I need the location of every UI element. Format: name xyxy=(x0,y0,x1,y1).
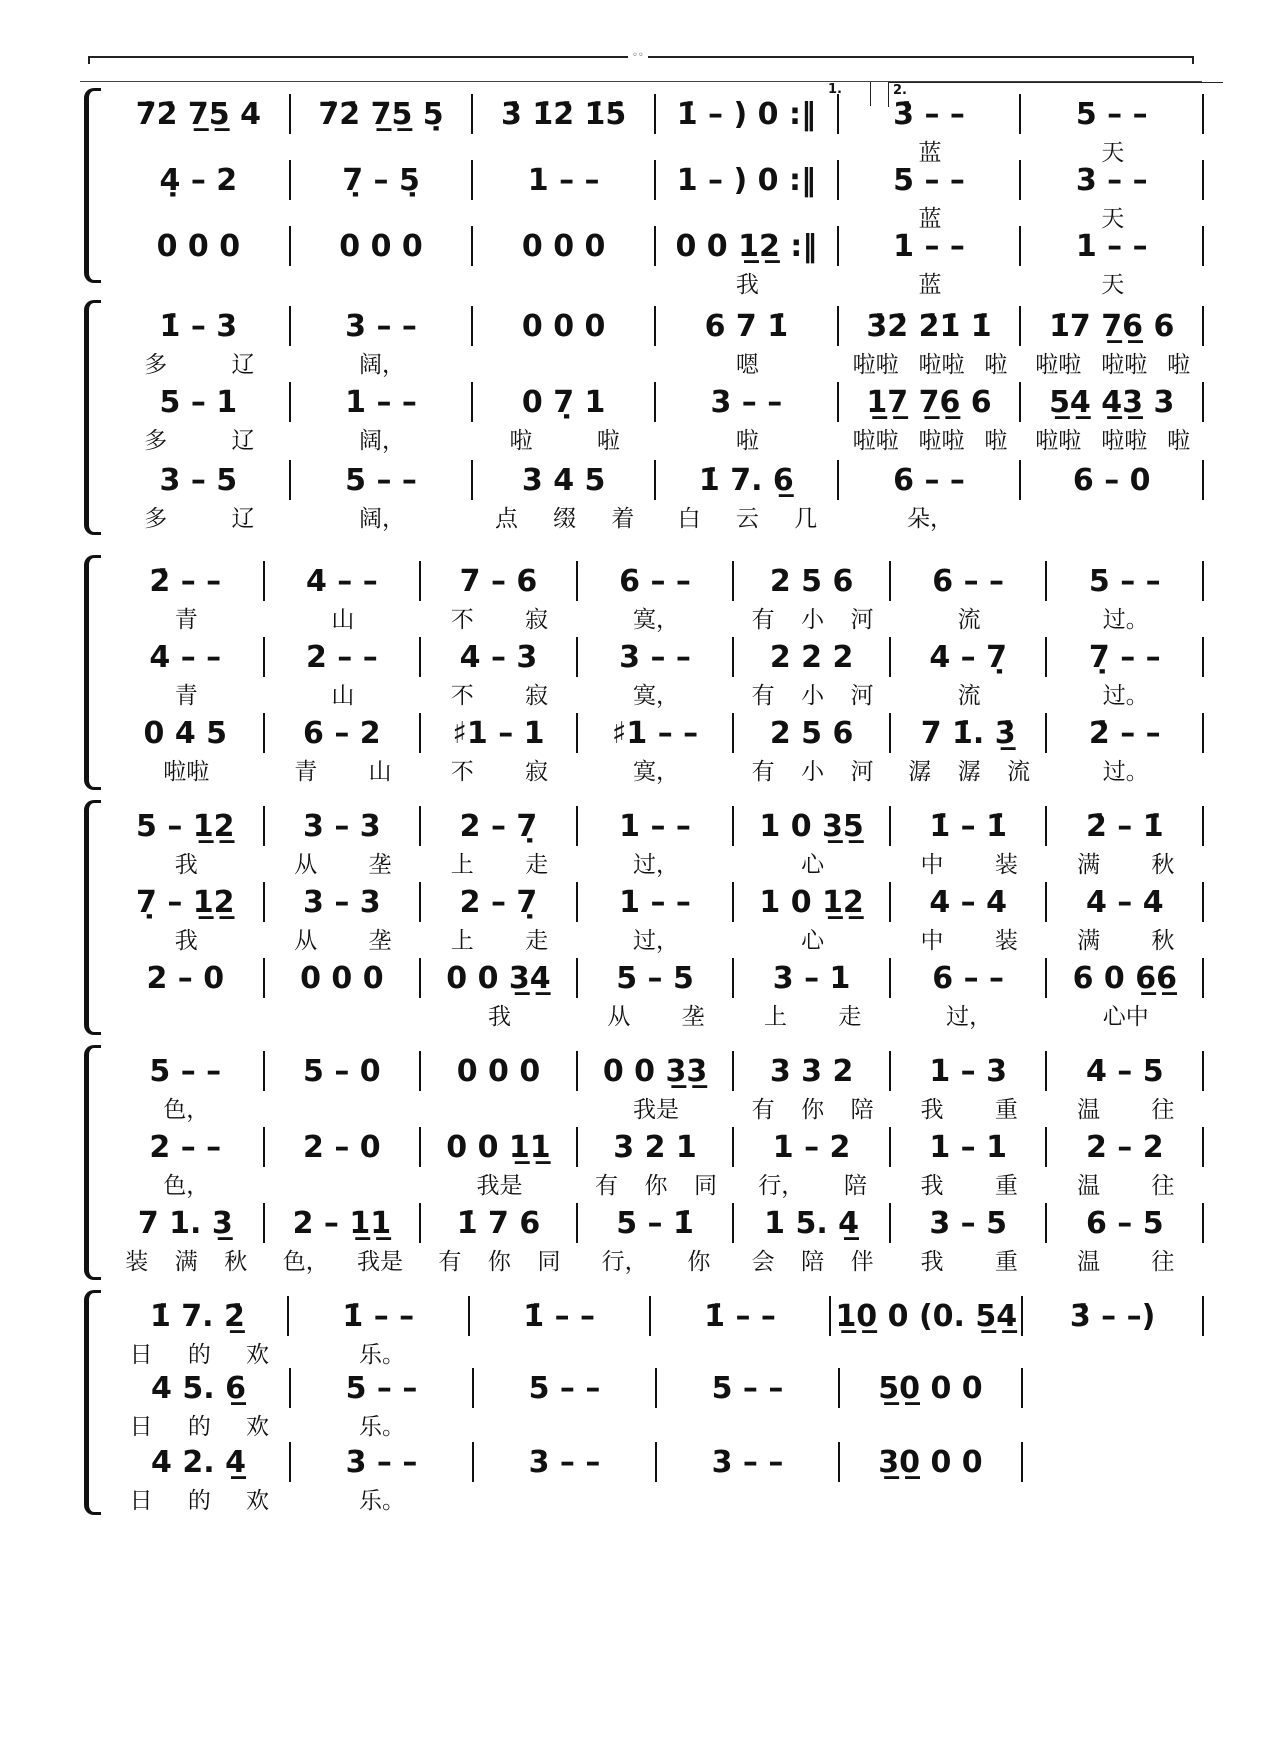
measure: 0 0 0 xyxy=(421,1051,578,1091)
lyric: 满 秋 xyxy=(1077,852,1175,878)
lyric: 我是 xyxy=(476,1173,523,1199)
volta-first: 1. xyxy=(828,82,871,106)
lyric: 从 垄 xyxy=(607,1004,705,1030)
lyric xyxy=(421,1091,578,1119)
lyric: 上 走 xyxy=(450,852,549,878)
header-mark: ◦◦ xyxy=(628,50,648,61)
measure: 1 – – xyxy=(473,160,656,200)
lyric xyxy=(291,134,474,162)
measure: 7̣ – 5̣ xyxy=(291,160,474,200)
measure: 3 – 5 xyxy=(108,460,291,500)
lyric: 乐。 xyxy=(359,1488,405,1514)
lyric: 有 小 河 xyxy=(751,759,874,785)
lyric: 啦啦 啦啦 啦 xyxy=(1035,352,1191,378)
lyric: 过。 xyxy=(1102,683,1149,709)
measure: 5 – – xyxy=(1021,94,1204,134)
lyric: 心 xyxy=(801,928,825,954)
measure: 4 – – xyxy=(108,637,265,677)
lyric xyxy=(108,266,291,294)
lyric xyxy=(108,200,291,228)
measure: 2 – 2 xyxy=(1047,1127,1204,1167)
lyric: 阔， xyxy=(359,428,405,454)
system-brace xyxy=(84,555,101,790)
measure: 1̲0̲ 0 (0. 5̲4̲ xyxy=(831,1296,1023,1336)
measure xyxy=(1023,1368,1204,1408)
lyric-row xyxy=(108,677,1204,709)
measure: 7̇2̇ 7̲5̲ 5̣ xyxy=(291,94,474,134)
score-system xyxy=(84,1290,1204,1515)
measure: 7 1. 3̲ xyxy=(108,1203,265,1243)
measure: 4̣ – 2 xyxy=(108,160,291,200)
measure: 1 – 1 xyxy=(891,1127,1048,1167)
measure: 5 – 1̇ xyxy=(578,1203,735,1243)
measure: 5̲0̲ 0 0 xyxy=(840,1368,1023,1408)
measure: 1̇ – 1̇ xyxy=(891,806,1048,846)
lyric: 行， 你 xyxy=(601,1249,711,1275)
measure: 6 – – xyxy=(891,958,1048,998)
measure: 0 0 3̲3̲ xyxy=(578,1051,735,1091)
lyric: 青 山 xyxy=(294,759,392,785)
measure: 3 – – xyxy=(474,1442,657,1482)
measure: 0 0 1̲2̲ :‖ xyxy=(656,226,839,266)
lyric: 温 往 xyxy=(1077,1249,1175,1275)
lyric: 寞， xyxy=(633,607,680,633)
system-brace xyxy=(84,1045,101,1280)
measure: 2 – 7̣ xyxy=(421,882,578,922)
lyric xyxy=(1021,1482,1204,1510)
measure: 0 0 1̲1̲ xyxy=(421,1127,578,1167)
voice-row xyxy=(108,1127,1204,1167)
measure: 1 0 3̲5̲ xyxy=(734,806,891,846)
rule-cap-right xyxy=(1192,56,1194,64)
measure: 3 4 5 xyxy=(473,460,656,500)
system-brace xyxy=(84,800,101,1035)
measure: 7 1̇. 3̲̇ xyxy=(891,713,1048,753)
lyric: 我 xyxy=(174,928,198,954)
measure: 3 – – xyxy=(657,1442,840,1482)
voice-row xyxy=(108,1051,1204,1091)
lyric: 上 走 xyxy=(763,1004,862,1030)
lyric: 会 陪 伴 xyxy=(751,1249,874,1275)
measure: ♯1 – 1 xyxy=(421,713,578,753)
measure: 1̇ 7 6 xyxy=(421,1203,578,1243)
measure: 7̣ – 1̲2̲ xyxy=(108,882,265,922)
voice-row xyxy=(108,637,1204,677)
measure: 1 0 1̲2̲ xyxy=(734,882,891,922)
lyric: 有 小 河 xyxy=(751,607,874,633)
measure: 2 – – xyxy=(265,637,422,677)
lyric: 多 辽 xyxy=(144,352,255,378)
lyric: 我是 xyxy=(633,1097,680,1123)
lyric-row xyxy=(108,1336,1204,1368)
measure: 0 0 0 xyxy=(265,958,422,998)
lyric: 山 xyxy=(331,683,355,709)
lyric: 过。 xyxy=(1102,759,1149,785)
score-top-rule xyxy=(88,50,1194,64)
lyric xyxy=(473,1408,656,1436)
measure: 2̇ – – xyxy=(108,561,265,601)
measure: 4 – 4 xyxy=(1047,882,1204,922)
lyric: 点 缀 着 xyxy=(494,506,635,532)
measure: 3̇ – – xyxy=(839,94,1022,134)
measure: 2 5 6 xyxy=(734,561,891,601)
lyric: 啦 啦 xyxy=(509,428,620,454)
system-brace xyxy=(84,1290,101,1515)
measure: 1 – – xyxy=(578,882,735,922)
lyric: 我 xyxy=(735,272,759,298)
measure: 3 3 2 xyxy=(734,1051,891,1091)
lyric: 从 垄 xyxy=(294,852,392,878)
lyric: 心 xyxy=(801,852,825,878)
lyric xyxy=(265,1167,422,1195)
measure: 1 – – xyxy=(578,806,735,846)
measure: 3 – 1 xyxy=(734,958,891,998)
lyric-row xyxy=(108,346,1204,378)
measure: 3 – – xyxy=(656,382,839,422)
measure: 5 – 5 xyxy=(578,958,735,998)
lyric: 有 小 河 xyxy=(751,683,874,709)
lyric xyxy=(1021,1408,1204,1436)
measure: 5 – 1̲2̲ xyxy=(108,806,265,846)
measure: 1̇ – – xyxy=(470,1296,651,1336)
measure: 0 0 0 xyxy=(108,226,291,266)
lyric xyxy=(1021,500,1204,528)
lyric: 色， xyxy=(163,1173,210,1199)
lyric xyxy=(473,1336,656,1364)
voice-row xyxy=(108,94,1204,134)
measure: 2 – – xyxy=(108,1127,265,1167)
lyric: 啦 xyxy=(735,428,759,454)
lyric: 天 xyxy=(1101,140,1125,166)
lyric: 乐。 xyxy=(359,1342,405,1368)
measure: 3 – 3 xyxy=(265,882,422,922)
lyric: 上 走 xyxy=(450,928,549,954)
measure: 3 – – xyxy=(1021,160,1204,200)
voice-row xyxy=(108,806,1204,846)
measure: 3̇ 1̇2̇ 1̇5̇ xyxy=(473,94,656,134)
measure: 7 – 6 xyxy=(421,561,578,601)
lyric-row xyxy=(108,200,1204,232)
measure: 6 7 1̇ xyxy=(656,306,839,346)
lyric: 我 重 xyxy=(920,1173,1018,1199)
measure: 2 – 0 xyxy=(108,958,265,998)
lyric xyxy=(108,134,291,162)
lyric: 蓝 xyxy=(918,272,942,298)
measure: ♯1 – – xyxy=(578,713,735,753)
lyric: 蓝 xyxy=(918,206,942,232)
lyric: 不 寂 xyxy=(450,607,549,633)
lyric: 多 辽 xyxy=(144,428,255,454)
lyric: 青 xyxy=(174,607,198,633)
lyric-row xyxy=(108,1243,1204,1275)
lyric: 天 xyxy=(1101,272,1125,298)
measure: 4 2. 4̲ xyxy=(108,1442,291,1482)
lyric-row xyxy=(108,601,1204,633)
measure: 1 5. 4̲ xyxy=(734,1203,891,1243)
lyric xyxy=(265,998,422,1026)
lyric-row xyxy=(108,922,1204,954)
lyric xyxy=(291,266,474,294)
voice-row xyxy=(108,561,1204,601)
measure: 4 – 3 xyxy=(421,637,578,677)
lyric: 我 重 xyxy=(920,1249,1018,1275)
measure: 4 – 7̣ xyxy=(891,637,1048,677)
score-system xyxy=(84,800,1204,1035)
lyric xyxy=(1021,1336,1204,1364)
measure: 0 0 0 xyxy=(291,226,474,266)
lyric-row xyxy=(108,500,1204,532)
measure: 3 2 1 xyxy=(578,1127,735,1167)
measure: 2̇ – – xyxy=(1047,713,1204,753)
lyric xyxy=(108,998,265,1026)
measure: 0 0 3̲4̲ xyxy=(421,958,578,998)
score-system xyxy=(84,300,1204,535)
measure: 3 – – xyxy=(291,1442,474,1482)
lyric: 满 秋 xyxy=(1077,928,1175,954)
lyric-row xyxy=(108,266,1204,298)
measure: 5 – – xyxy=(474,1368,657,1408)
measure: 6 – – xyxy=(891,561,1048,601)
lyric-row xyxy=(108,134,1204,166)
lyric: 温 往 xyxy=(1077,1173,1175,1199)
lyric xyxy=(473,1482,656,1510)
measure: 3 – 5 xyxy=(891,1203,1048,1243)
score-system xyxy=(84,88,1204,298)
lyric xyxy=(839,1482,1022,1510)
lyric: 过， xyxy=(633,928,680,954)
measure: 3̇ – –) xyxy=(1023,1296,1204,1336)
lyric-row xyxy=(108,1482,1204,1514)
lyric-row xyxy=(108,846,1204,878)
lyric: 天 xyxy=(1101,206,1125,232)
lyric: 蓝 xyxy=(918,140,942,166)
measure: 1 – ) 0 :‖ xyxy=(656,160,839,200)
lyric xyxy=(473,200,656,228)
measure: 2 2 2 xyxy=(734,637,891,677)
voice-row xyxy=(108,1296,1204,1336)
lyric xyxy=(656,1408,839,1436)
voice-row xyxy=(108,882,1204,922)
lyric: 我 重 xyxy=(920,1097,1018,1123)
measure: 3̇2̇ 2̇1̇ 1̇ xyxy=(839,306,1022,346)
measure: 6 – 2 xyxy=(265,713,422,753)
lyric: 山 xyxy=(331,607,355,633)
lyric: 流 xyxy=(957,683,981,709)
voice-row xyxy=(108,1442,1204,1482)
lyric: 不 寂 xyxy=(450,683,549,709)
measure: 0 0 0 xyxy=(473,306,656,346)
measure: 0 4 5 xyxy=(108,713,265,753)
lyric: 过， xyxy=(633,852,680,878)
measure: 1 – 3 xyxy=(891,1051,1048,1091)
measure: 3 – – xyxy=(291,306,474,346)
lyric-row xyxy=(108,1091,1204,1123)
lyric: 朵， xyxy=(907,506,954,532)
measure: 0 7̣ 1 xyxy=(473,382,656,422)
lyric xyxy=(839,1408,1022,1436)
measure: 1̇ – ) 0 :‖ xyxy=(656,94,839,134)
lyric: 啦啦 啦啦 啦 xyxy=(852,428,1008,454)
measure: 0 0 0 xyxy=(473,226,656,266)
voice-row xyxy=(108,958,1204,998)
measure: 4 – 4 xyxy=(891,882,1048,922)
lyric: 乐。 xyxy=(359,1414,405,1440)
measure: 5̲4̲ 4̲3̲ 3 xyxy=(1021,382,1204,422)
lyric: 日 的 欢 xyxy=(129,1342,270,1368)
lyric: 青 xyxy=(174,683,198,709)
lyric: 我 xyxy=(487,1004,511,1030)
lyric: 日 的 欢 xyxy=(129,1414,270,1440)
measure: 1̇ 7. 6̲ xyxy=(656,460,839,500)
measure xyxy=(1023,1442,1204,1482)
lyric: 阔， xyxy=(359,506,405,532)
lyric xyxy=(656,1336,839,1364)
measure: 2 5 6 xyxy=(734,713,891,753)
measure: 7̇2̇ 7̲5̲ 4 xyxy=(108,94,291,134)
score-system xyxy=(84,555,1204,790)
lyric: 过， xyxy=(946,1004,993,1030)
measure: 1̲7̲ 7̲6̲ 6 xyxy=(839,382,1022,422)
lyric: 啦啦 xyxy=(163,759,210,785)
measure: 5 – – xyxy=(657,1368,840,1408)
measure: 6 – 5 xyxy=(1047,1203,1204,1243)
measure: 1̇7 7̲6̲ 6 xyxy=(1021,306,1204,346)
lyric: 从 垄 xyxy=(294,928,392,954)
measure: 2 – 1̲1̲ xyxy=(265,1203,422,1243)
lyric: 啦啦 啦啦 啦 xyxy=(852,352,1008,378)
measure: 1 – – xyxy=(1021,226,1204,266)
measure: 1̇ – – xyxy=(289,1296,470,1336)
lyric: 装 满 秋 xyxy=(125,1249,248,1275)
lyric: 我 xyxy=(174,852,198,878)
voice-row xyxy=(108,1203,1204,1243)
measure: 2 – 7̣ xyxy=(421,806,578,846)
measure: 5 – – xyxy=(1047,561,1204,601)
voice-row xyxy=(108,713,1204,753)
lyric: 有 你 陪 xyxy=(751,1097,874,1123)
lyric: 啦啦 啦啦 啦 xyxy=(1035,428,1191,454)
lyric: 中 装 xyxy=(920,852,1018,878)
lyric xyxy=(473,346,656,374)
measure: 1̇ – 3 xyxy=(108,306,291,346)
volta-second: 2. xyxy=(888,82,1223,107)
lyric: 行， 陪 xyxy=(758,1173,867,1199)
measure: 4 5. 6̲ xyxy=(108,1368,291,1408)
voice-row xyxy=(108,226,1204,266)
lyric-row xyxy=(108,753,1204,785)
measure: 2 – 0 xyxy=(265,1127,422,1167)
lyric: 心中 xyxy=(1102,1004,1149,1030)
measure: 1̇ 7. 2̲̇ xyxy=(108,1296,289,1336)
lyric: 流 xyxy=(957,607,981,633)
lyric: 寞， xyxy=(633,683,680,709)
measure: 1 – – xyxy=(839,226,1022,266)
measure: 3 – – xyxy=(578,637,735,677)
measure: 1 – 2 xyxy=(734,1127,891,1167)
lyric xyxy=(265,1091,422,1119)
score-system xyxy=(84,1045,1204,1280)
voice-row xyxy=(108,460,1204,500)
lyric: 色， xyxy=(163,1097,210,1123)
measure: 6 – – xyxy=(578,561,735,601)
lyric: 阔， xyxy=(359,352,405,378)
lyric xyxy=(656,134,839,162)
lyric-row xyxy=(108,1167,1204,1199)
measure: 5 – – xyxy=(839,160,1022,200)
system-brace xyxy=(84,88,101,283)
measure: 5 – – xyxy=(108,1051,265,1091)
measure: 5 – – xyxy=(291,460,474,500)
lyric-row xyxy=(108,998,1204,1030)
measure: 6 – 0 xyxy=(1021,460,1204,500)
measure: 6 – – xyxy=(839,460,1022,500)
voice-row xyxy=(108,306,1204,346)
lyric xyxy=(473,134,656,162)
measure: 4 – – xyxy=(265,561,422,601)
lyric xyxy=(656,200,839,228)
measure: 4 – 5 xyxy=(1047,1051,1204,1091)
lyric: 白 云 几 xyxy=(677,506,818,532)
system-brace xyxy=(84,300,101,535)
rule-cap-left xyxy=(88,56,90,64)
lyric: 寞， xyxy=(633,759,680,785)
lyric xyxy=(656,1482,839,1510)
measure: 3 – 3 xyxy=(265,806,422,846)
measure: 1 – – xyxy=(291,382,474,422)
voice-row xyxy=(108,160,1204,200)
lyric: 有 你 同 xyxy=(594,1173,718,1199)
lyric: 温 往 xyxy=(1077,1097,1175,1123)
lyric-row xyxy=(108,1408,1204,1440)
lyric: 嗯 xyxy=(735,352,759,378)
lyric xyxy=(473,266,656,294)
measure: 5 – – xyxy=(291,1368,474,1408)
lyric-row xyxy=(108,422,1204,454)
measure: 3̲0̲ 0 0 xyxy=(840,1442,1023,1482)
measure: 6 0 6̲6̲ xyxy=(1047,958,1204,998)
lyric xyxy=(291,200,474,228)
voice-row xyxy=(108,1368,1204,1408)
measure: 1̇ – – xyxy=(651,1296,832,1336)
lyric: 不 寂 xyxy=(450,759,549,785)
lyric: 日 的 欢 xyxy=(129,1488,270,1514)
lyric: 过。 xyxy=(1102,607,1149,633)
measure: 7̣ – – xyxy=(1047,637,1204,677)
lyric: 色， 我是 xyxy=(282,1249,403,1275)
lyric: 有 你 同 xyxy=(438,1249,561,1275)
measure: 5 – 0 xyxy=(265,1051,422,1091)
lyric: 潺 潺 流 xyxy=(908,759,1031,785)
lyric xyxy=(839,1336,1022,1364)
voice-row xyxy=(108,382,1204,422)
measure: 5 – 1 xyxy=(108,382,291,422)
lyric: 多 辽 xyxy=(144,506,255,532)
lyric: 中 装 xyxy=(920,928,1018,954)
measure: 2̇ – 1̇ xyxy=(1047,806,1204,846)
